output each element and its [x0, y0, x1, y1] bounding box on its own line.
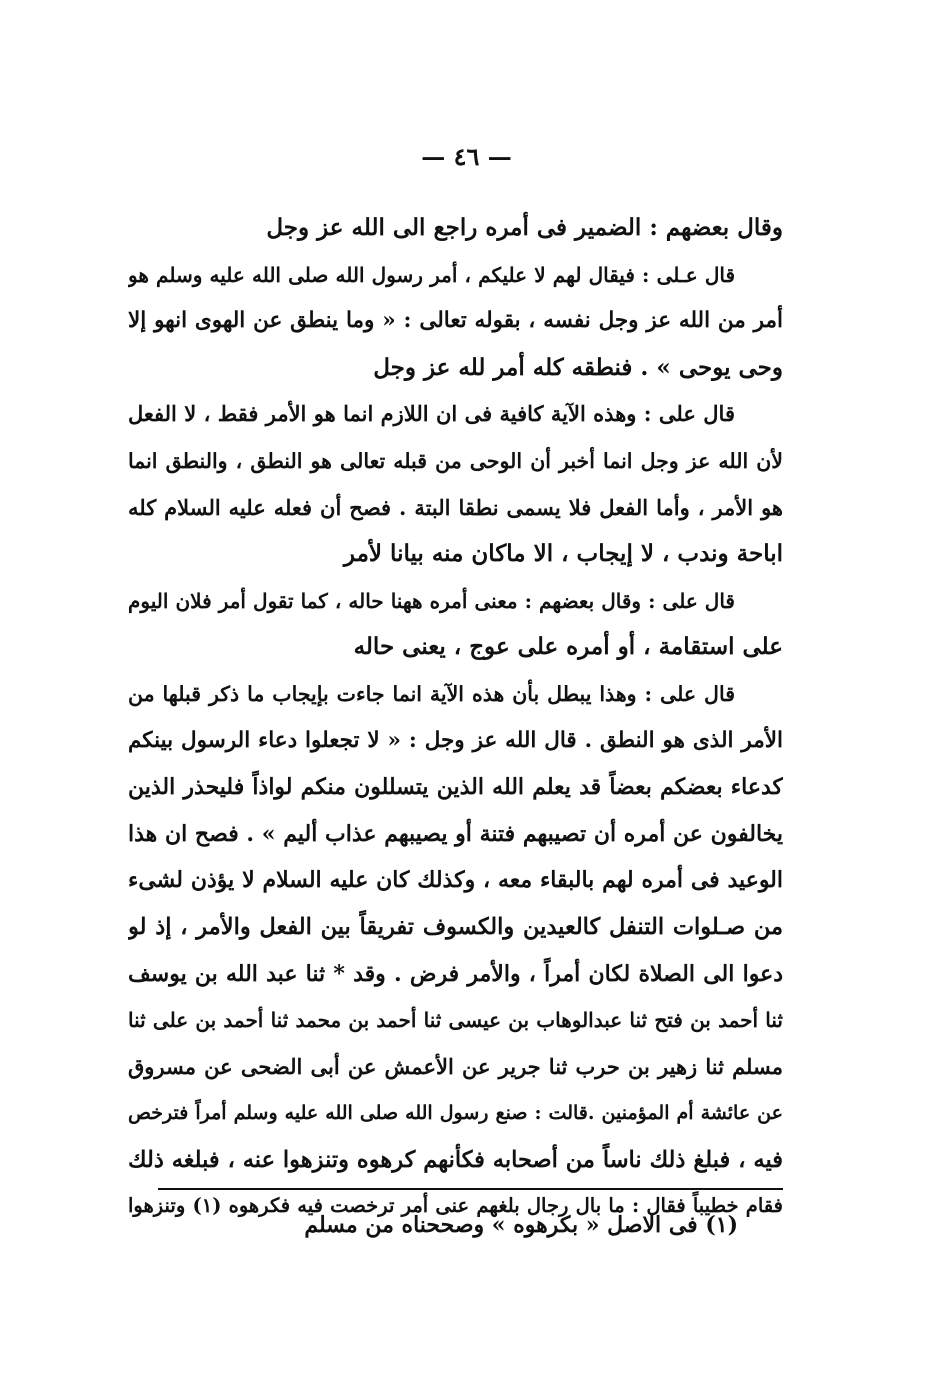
text-line: قال على : وهذه الآية كافية فى ان اللازم انما هو الأمر فقط ، لا الفعل: [128, 401, 735, 427]
text-line: على استقامة ، أو أمره على عوج ، يعنى حاله: [353, 633, 783, 661]
text-line: لأن الله عز وجل انما أخبر أن الوحى من قبله تعالى هو النطق ، والنطق انما: [128, 448, 783, 473]
page-number: — ٤٦ —: [421, 142, 512, 171]
text-line: هو الأمر ، وأما الفعل فلا يسمى نطقا البتة . فصح أن فعله عليه السلام كله: [128, 494, 783, 520]
text-line: كدعاء بعضكم بعضاً قد يعلم الله الذين يتسللون منكم لواذاً فليحذر الذين: [128, 774, 783, 801]
footnote-divider: [158, 1188, 783, 1190]
text-line: اباحة وندب ، لا إيجاب ، الا ماكان منه بيانا لأمر: [343, 540, 783, 568]
text-line: قال على : وهذا يبطل بأن هذه الآية انما جاءت بإيجاب ما ذكر قبلها من: [128, 681, 735, 706]
text-line: الوعيد فى أمره لهم بالبقاء معه ، وكذلك كان عليه السلام لا يؤذن لشىء: [128, 867, 783, 894]
text-line: وحى يوحى » . فنطقه كله أمر لله عز وجل: [373, 353, 783, 381]
text-line: قال عـلى : فيقال لهم لا عليكم ، أمر رسول الله صلى الله عليه وسلم هو: [128, 262, 735, 287]
text-line: من صـلوات التنفل كالعيدين والكسوف تفريقاً بين الفعل والأمر ، إذ لو: [128, 913, 783, 940]
text-line: عن عائشة أم المؤمنين .قالت : صنع رسول الله صلى الله عليه وسلم أمراً فترخص: [128, 1102, 783, 1125]
text-line: فيه ، فبلغ ذلك ناساً من أصحابه فكأنهم كرهوه وتنزهوا عنه ، فبلغه ذلك: [128, 1146, 783, 1173]
body-text: [128, 205, 783, 1230]
text-line: مسلم ثنا زهير بن حرب ثنا جرير عن الأعمش عن أبى الضحى عن مسروق: [128, 1053, 783, 1079]
text-line: فقام خطيباً فقال : ما بال رجال بلغهم عنى أمر ترخصت فيه فكرهوه (١) وتنزهوا: [128, 1194, 783, 1218]
text-line: وقال بعضهم : الضمير فى أمره راجع الى الله عز وجل: [266, 214, 783, 241]
text-line: ثنا أحمد بن فتح ثنا عبدالوهاب بن عيسى ثنا أحمد بن محمد ثنا أحمد بن على ثنا: [128, 1008, 783, 1033]
text-line: قال على : وقال بعضهم : معنى أمره ههنا حاله ، كما تقول أمر فلان اليوم: [128, 588, 735, 613]
text-line: يخالفون عن أمره أن تصيبهم فتنة أو يصيبهم عذاب أليم » . فصح ان هذا: [128, 820, 783, 847]
text-line: الأمر الذى هو النطق . قال الله عز وجل : « لا تجعلوا دعاء الرسول بينكم: [128, 727, 783, 753]
text-line: دعوا الى الصلاة لكان أمراً ، والأمر فرض . وقد * ثنا عبد الله بن يوسف: [128, 960, 783, 987]
text-line: أمر من الله عز وجل نفسه ، بقوله تعالى : « وما ينطق عن الهوى انهو إلا: [128, 308, 783, 334]
footnote: (١) فى الاصل « بكرهوه » وصححناه من مسلم: [304, 1212, 738, 1238]
